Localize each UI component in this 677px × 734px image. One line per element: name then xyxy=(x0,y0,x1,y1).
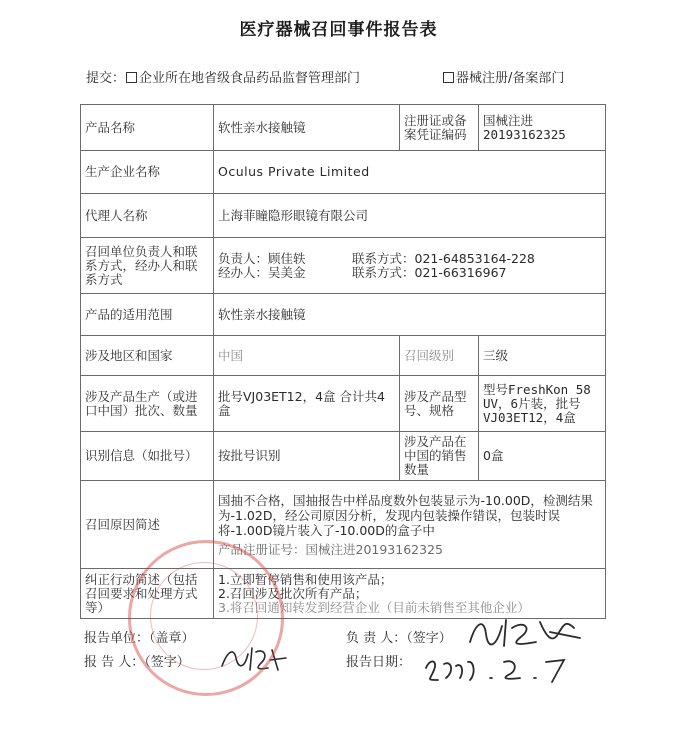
row-scope xyxy=(81,294,606,336)
cause-label: 召回原因简述 xyxy=(81,481,214,569)
responsible-person: 负责人：顾佳轶 xyxy=(218,250,306,266)
actions-label: 纠正行动简述（包括召回要求和处理方式等） xyxy=(81,569,214,619)
recall-level-value: 三级 xyxy=(479,336,606,376)
model-label: 涉及产品型号、规格 xyxy=(400,376,479,432)
scope-label: 产品的适用范围 xyxy=(81,294,214,336)
submit-to-line xyxy=(86,67,565,86)
agent-value: 上海菲瞳隐形眼镜有限公司 xyxy=(214,194,606,238)
reg-code-label: 注册证或备案凭证编码 xyxy=(400,105,479,151)
reporter-label: 报 告 人：（签字） xyxy=(84,655,190,670)
cause-reg-number: 产品注册证号：国械注进20193162325 xyxy=(218,541,443,557)
row-product-name xyxy=(81,105,606,151)
responsible-signature xyxy=(462,614,592,654)
agent-label: 代理人名称 xyxy=(81,194,214,238)
batch-value: 批号VJ03ET12，4盒 合计共4盒 xyxy=(214,376,400,432)
submit-label: 提交： xyxy=(86,71,126,86)
action-item-3: 3.将召回通知转发到经营企业（目前未销售至其他企业） xyxy=(218,599,530,615)
contacts-value xyxy=(214,238,606,294)
identify-value: 按批号识别 xyxy=(214,432,400,481)
row-manufacturer xyxy=(81,151,606,194)
row-contacts xyxy=(81,238,606,294)
manufacturer-label: 生产企业名称 xyxy=(81,151,214,194)
report-date-handwritten xyxy=(420,650,580,690)
handler-person: 经办人：吴美金 xyxy=(218,264,306,280)
cause-value xyxy=(214,481,606,569)
row-cause xyxy=(81,481,606,569)
product-name-label: 产品名称 xyxy=(81,105,214,151)
action-item-1: 1.立即暂停销售和使用该产品； xyxy=(218,571,393,587)
contacts-label: 召回单位负责人和联系方式，经办人和联系方式 xyxy=(81,238,214,294)
report-unit-label: 报告单位：（盖章） xyxy=(84,631,195,646)
submit-option-registration-dept: 器械注册/备案部门 xyxy=(456,71,565,86)
responsible-label: 负 责 人：（签字） xyxy=(346,631,452,646)
region-label: 涉及地区和国家 xyxy=(81,336,214,376)
row-actions xyxy=(81,569,606,619)
model-value: 型号FreshKon 58 UV，6片装，批号VJ03ET12，4盒 xyxy=(479,376,606,432)
submit-option-province: 企业所在地省级食品药品监督管理部门 xyxy=(139,71,361,86)
row-agent xyxy=(81,194,606,238)
scope-value: 软性亲水接触镜 xyxy=(214,294,606,336)
checkbox-province[interactable] xyxy=(126,72,137,83)
actions-value xyxy=(214,569,606,619)
responsible-phone: 联系方式：021-64853164-228 xyxy=(352,250,535,266)
batch-label: 涉及产品生产（或进口中国）批次、数量 xyxy=(81,376,214,432)
reg-code-value: 国械注进20193162325 xyxy=(479,105,606,151)
sales-label: 涉及产品在中国的销售数量 xyxy=(400,432,479,481)
region-value: 中国 xyxy=(214,336,400,376)
recall-report-table xyxy=(80,104,606,619)
row-batch xyxy=(81,376,606,432)
sales-value: 0盒 xyxy=(479,432,606,481)
identify-label: 识别信息（如批号） xyxy=(81,432,214,481)
handler-phone: 联系方式：021-66316967 xyxy=(352,264,507,280)
action-item-2: 2.召回涉及批次所有产品； xyxy=(218,585,368,601)
row-identify xyxy=(81,432,606,481)
checkbox-registration-dept[interactable] xyxy=(443,72,454,83)
product-name-value: 软性亲水接触镜 xyxy=(214,105,400,151)
recall-level-label: 召回级别 xyxy=(400,336,479,376)
row-region xyxy=(81,336,606,376)
report-date-label: 报告日期： xyxy=(346,655,412,670)
manufacturer-value: Oculus Private Limited xyxy=(214,151,606,194)
cause-text: 国抽不合格，国抽报告中样品度数外包装显示为-10.00D，检测结果为-1.02D，经公司原因分析，发现内包装操作错误，包装时误将-1.00D镜片装入了-10.00D的盒子中 xyxy=(218,492,593,538)
reporter-signature xyxy=(216,640,296,676)
page-title: 医疗器械召回事件报告表 xyxy=(239,20,438,40)
